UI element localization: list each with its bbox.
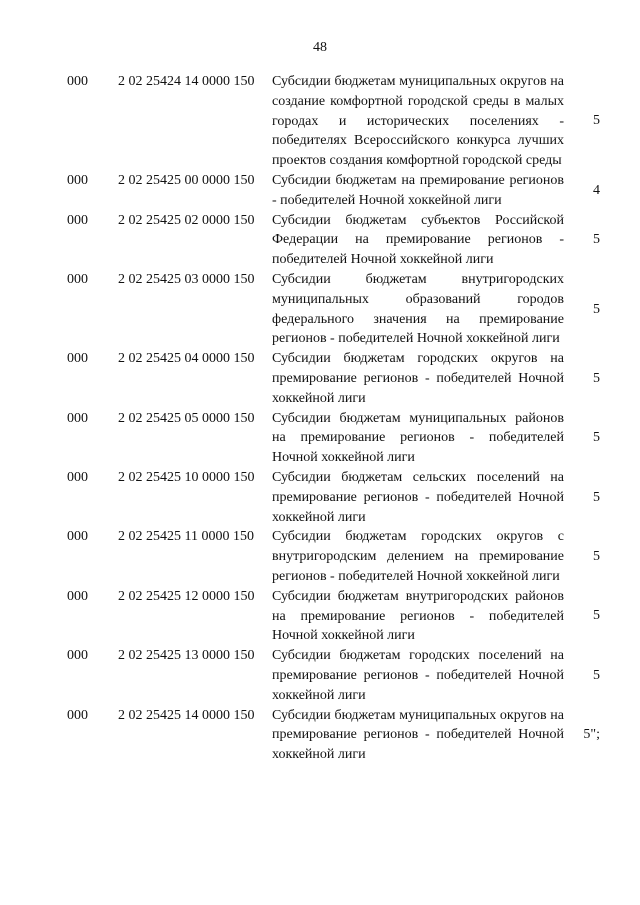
budget-classification-code: 2 02 25425 00 0000 150 xyxy=(118,172,255,188)
admin-code: 000 xyxy=(67,648,88,664)
budget-classification-code: 2 02 25425 14 0000 150 xyxy=(118,707,255,723)
budget-classification-code: 2 02 25425 02 0000 150 xyxy=(118,212,255,228)
budget-classification-code: 2 02 25425 10 0000 150 xyxy=(118,469,255,485)
row-value: 5 xyxy=(593,301,600,317)
admin-code: 000 xyxy=(67,212,88,228)
row-description: Субсидии бюджетам городских округов на премирование регионов - победителей Ночной хоккейной лиги xyxy=(272,351,564,406)
row-description: Субсидии бюджетам внутригородских муниципальных образований городов федерального значения на премирование регионов - победителей Ночной хоккейной лиги xyxy=(272,271,564,347)
table-row xyxy=(0,409,640,468)
row-description: Субсидии бюджетам муниципальных округов на создание комфортной городской среды в малых городах и исторических поселениях - победителях Всероссийского конкурса лучших проектов создания комфортной городской среды xyxy=(272,74,564,169)
table-row xyxy=(0,72,640,171)
admin-code: 000 xyxy=(67,588,88,604)
budget-classification-code: 2 02 25425 11 0000 150 xyxy=(118,529,254,545)
row-value: 5 xyxy=(593,667,600,683)
row-value: 5 xyxy=(593,370,600,386)
admin-code: 000 xyxy=(67,469,88,485)
table-row xyxy=(0,468,640,527)
budget-classification-code: 2 02 25425 05 0000 150 xyxy=(118,410,255,426)
row-value: 5 xyxy=(593,113,600,129)
row-description: Субсидии бюджетам городских округов с внутригородским делением на премирование регионов - победителей Ночной хоккейной лиги xyxy=(272,529,564,584)
row-value: 5 xyxy=(593,489,600,505)
table-row xyxy=(0,171,640,211)
admin-code: 000 xyxy=(67,410,88,426)
row-description: Субсидии бюджетам субъектов Российской Федерации на премирование регионов - победителей Ночной хоккейной лиги xyxy=(272,212,564,268)
document-table xyxy=(0,72,640,765)
table-row xyxy=(0,527,640,586)
row-description: Субсидии бюджетам муниципальных районов на премирование регионов - победителей Ночной хоккейной лиги xyxy=(272,410,564,466)
table-row xyxy=(0,270,640,349)
row-description: Субсидии бюджетам сельских поселений на премирование регионов - победителей Ночной хоккейной лиги xyxy=(272,469,564,525)
budget-classification-code: 2 02 25425 04 0000 150 xyxy=(118,351,255,367)
row-description: Субсидии бюджетам на премирование регионов - победителей Ночной хоккейной лиги xyxy=(272,172,564,208)
row-description: Субсидии бюджетам городских поселений на премирование регионов - победителей Ночной хоккейной лиги xyxy=(272,648,564,703)
admin-code: 000 xyxy=(67,271,88,287)
row-value: 5 xyxy=(593,430,600,446)
admin-code: 000 xyxy=(67,172,88,188)
admin-code: 000 xyxy=(67,74,88,89)
budget-classification-code: 2 02 25424 14 0000 150 xyxy=(118,74,255,89)
row-value: 5 xyxy=(593,608,600,624)
table-row xyxy=(0,587,640,646)
page-number: 48 xyxy=(313,40,327,55)
row-value: 5 xyxy=(593,232,600,248)
row-description: Субсидии бюджетам муниципальных округов на премирование регионов - победителей Ночной хоккейной лиги xyxy=(272,707,564,763)
row-value: 5 xyxy=(593,549,600,565)
admin-code: 000 xyxy=(67,529,88,545)
table-row xyxy=(0,349,640,408)
row-value: 4 xyxy=(593,182,600,198)
row-description: Субсидии бюджетам внутригородских районов на премирование регионов - победителей Ночной хоккейной лиги xyxy=(272,588,564,644)
row-value: 5"; xyxy=(583,727,600,743)
budget-classification-code: 2 02 25425 13 0000 150 xyxy=(118,648,255,664)
table-row xyxy=(0,706,640,765)
admin-code: 000 xyxy=(67,707,88,723)
budget-classification-code: 2 02 25425 03 0000 150 xyxy=(118,271,255,287)
admin-code: 000 xyxy=(67,351,88,367)
budget-classification-code: 2 02 25425 12 0000 150 xyxy=(118,588,255,604)
table-row xyxy=(0,211,640,270)
table-row xyxy=(0,646,640,705)
